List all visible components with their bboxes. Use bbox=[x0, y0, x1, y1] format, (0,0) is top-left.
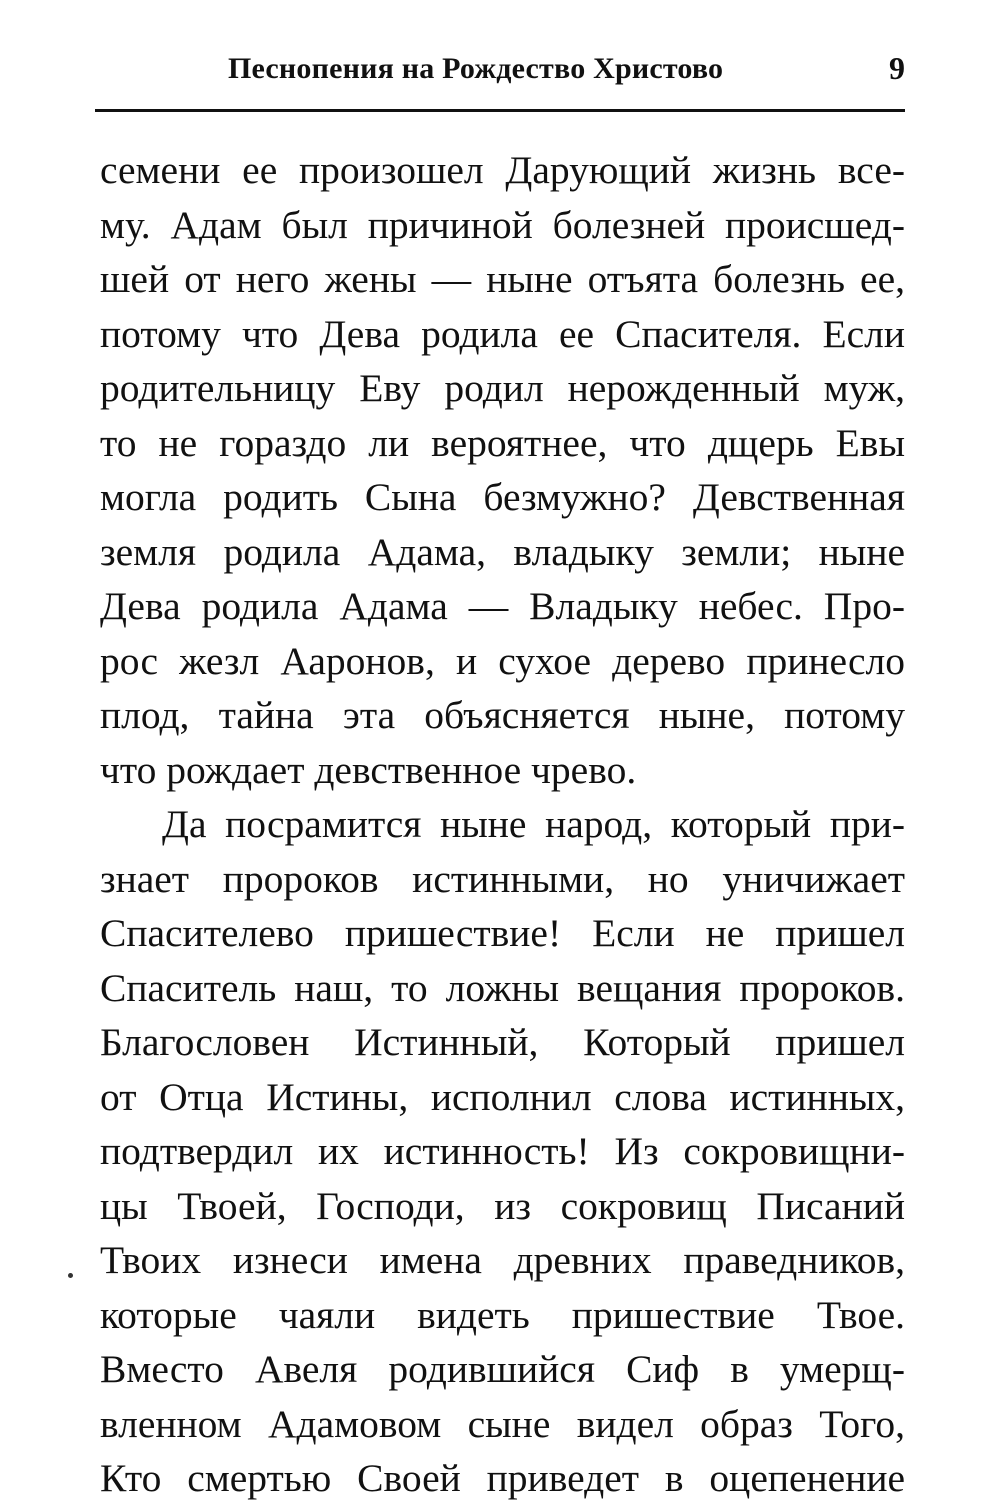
paragraph-2 bbox=[100, 797, 905, 1506]
text-line: му. Адам был причиной болезней происшед- bbox=[100, 202, 905, 247]
text-line: Дева родила Адама — Владыку небес. Про- bbox=[100, 584, 905, 628]
text-line: Спасителево пришествие! Если не пришел bbox=[100, 911, 905, 955]
text-line: то не гораздо ли вероятнее, что дщерь Евы bbox=[100, 420, 905, 465]
text-line: подтвердил их истинность! Из сокровищни- bbox=[100, 1129, 905, 1173]
header-rule bbox=[95, 109, 905, 112]
text-line: которые чаяли видеть пришествие Твое. bbox=[100, 1292, 905, 1337]
text-line: рос жезл Ааронов, и сухое дерево принесло bbox=[100, 638, 905, 683]
text-line: родительницу Еву родил нерожденный муж, bbox=[100, 366, 905, 410]
text-line: Твоих изнеси имена древних праведников, bbox=[100, 1238, 905, 1282]
text-line: земля родила Адама, владыку земли; ныне bbox=[100, 529, 905, 574]
text-line: что рождает девственное чрево. bbox=[100, 747, 637, 792]
text-line: Вместо Авеля родившийся Сиф в умерщ- bbox=[100, 1347, 905, 1391]
text-line: Да посрамится ныне народ, который при- bbox=[162, 802, 905, 846]
text-line: цы Твоей, Господи, из сокровищ Писаний bbox=[100, 1183, 905, 1228]
text-line: Спаситель наш, то ложны вещания пророков. bbox=[100, 965, 905, 1010]
text-line: Благословен Истинный, Который пришел bbox=[100, 1020, 905, 1064]
text-line: могла родить Сына безмужно? Девственная bbox=[100, 475, 905, 519]
text-line: знает пророков истинными, но уничижает bbox=[100, 856, 905, 901]
text-line: Кто смертью Своей приведет в оцепенение bbox=[100, 1456, 905, 1500]
body-text bbox=[100, 143, 905, 1506]
text-line: шей от него жены — ныне отъята болезнь ее, bbox=[100, 257, 905, 301]
print-speck bbox=[68, 1273, 73, 1278]
text-line: плод, тайна эта объясняется ныне, потому bbox=[100, 693, 905, 737]
page-number: 9 bbox=[889, 50, 905, 86]
running-title: Песнопения на Рождество Христово bbox=[228, 52, 724, 85]
running-header bbox=[95, 50, 905, 100]
text-line: от Отца Истины, исполнил слова истинных, bbox=[100, 1074, 905, 1119]
text-line: вленном Адамовом сыне видел образ Того, bbox=[100, 1401, 905, 1446]
text-line: потому что Дева родила ее Спасителя. Если bbox=[100, 311, 905, 356]
paragraph-1 bbox=[100, 143, 905, 797]
text-line: семени ее произошел Дарующий жизнь все- bbox=[100, 148, 905, 192]
